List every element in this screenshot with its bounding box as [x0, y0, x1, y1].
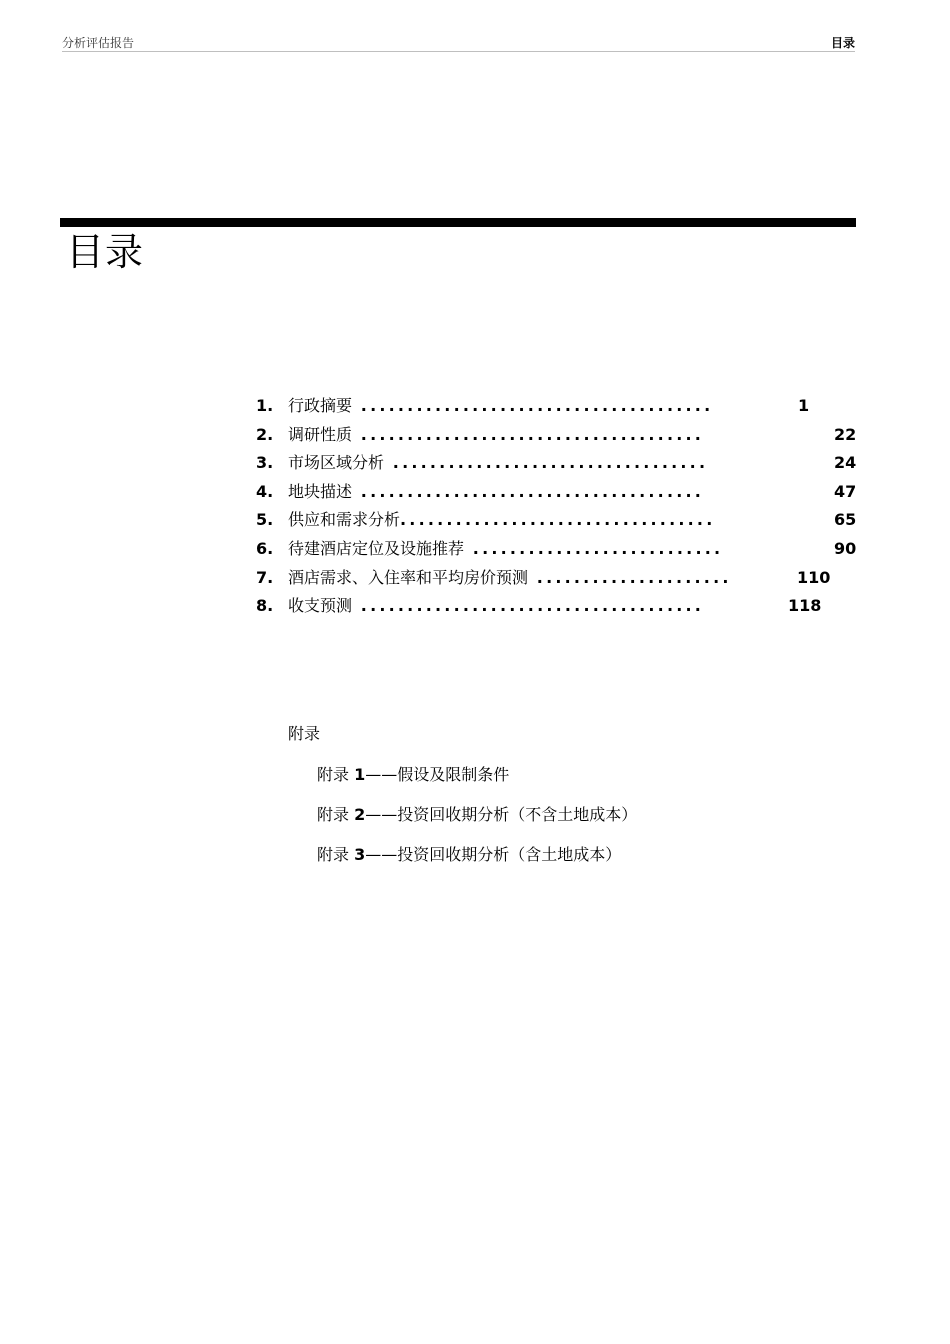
toc-label: [288, 536, 723, 562]
toc-leader: .....................: [528, 567, 732, 587]
toc-title: 收支预测: [288, 596, 353, 616]
toc-page-number: 118: [788, 596, 822, 616]
toc-leader: ..................................: [400, 510, 716, 530]
table-of-contents: [256, 393, 856, 622]
toc-entry-3[interactable]: [256, 450, 856, 479]
appendix-dash: ——: [365, 845, 398, 864]
toc-number: 8.: [256, 596, 274, 616]
page-title: 目录: [66, 230, 145, 274]
toc-title: 市场区域分析: [288, 453, 385, 473]
toc-title: 调研性质: [288, 424, 353, 444]
appendix-number: 3: [354, 845, 366, 864]
toc-number: 4.: [256, 481, 274, 501]
toc-leader: .....................................: [352, 596, 705, 616]
toc-entry-8[interactable]: [256, 593, 856, 622]
toc-number: 2.: [256, 424, 274, 444]
toc-leader: ..................................: [384, 453, 709, 473]
toc-title: 待建酒店定位及设施推荐: [288, 538, 465, 558]
toc-label: [288, 565, 732, 591]
appendix-title: 投资回收期分析（含土地成本）: [397, 845, 622, 864]
toc-label: [288, 479, 704, 505]
appendix-number: 1: [354, 765, 366, 784]
title-rule: [60, 218, 856, 227]
appendix-dash: ——: [365, 765, 398, 784]
toc-entry-2[interactable]: [256, 422, 856, 451]
appendix-item-2[interactable]: [317, 803, 637, 843]
toc-leader: .....................................: [352, 481, 705, 501]
toc-page-number: 24: [834, 453, 857, 473]
toc-label: [288, 393, 713, 419]
toc-label: [288, 593, 704, 619]
toc-title: 地块描述: [288, 481, 353, 501]
toc-entry-7[interactable]: [256, 565, 856, 594]
appendix-dash: ——: [365, 805, 398, 824]
appendix-item-1[interactable]: [317, 763, 637, 803]
page-header: [62, 33, 855, 52]
toc-title: 供应和需求分析: [288, 510, 401, 530]
toc-page-number: 47: [834, 481, 857, 501]
toc-leader: ...........................: [464, 538, 724, 558]
toc-label: [288, 507, 715, 533]
toc-page-number: 1: [798, 396, 810, 415]
appendix-title: 投资回收期分析（不含土地成本）: [397, 805, 638, 824]
toc-leader: ......................................: [352, 396, 714, 415]
toc-entry-4[interactable]: [256, 479, 856, 508]
appendix-heading: 附录: [288, 724, 321, 743]
toc-entry-6[interactable]: [256, 536, 856, 565]
toc-number: 7.: [256, 567, 274, 587]
toc-leader: .....................................: [352, 424, 705, 444]
toc-entry-5[interactable]: [256, 507, 856, 536]
appendix-prefix: 附录: [317, 805, 355, 824]
header-section-name: 目录: [830, 36, 855, 50]
appendix-list: [317, 763, 637, 883]
toc-title: 行政摘要: [288, 396, 353, 415]
toc-page-number: 22: [834, 424, 857, 444]
toc-title: 酒店需求、入住率和平均房价预测: [288, 567, 529, 587]
header-report-name: 分析评估报告: [62, 36, 135, 50]
toc-number: 5.: [256, 510, 274, 530]
appendix-number: 2: [354, 805, 366, 824]
toc-label: [288, 422, 704, 448]
toc-page-number: 65: [834, 510, 857, 530]
toc-number: 6.: [256, 538, 274, 558]
appendix-item-3[interactable]: [317, 843, 637, 883]
appendix-title: 假设及限制条件: [397, 765, 510, 784]
toc-page-number: 110: [797, 567, 831, 587]
toc-page-number: 90: [834, 538, 857, 558]
toc-number: 3.: [256, 453, 274, 473]
toc-entry-1[interactable]: [256, 393, 856, 422]
appendix-prefix: 附录: [317, 845, 355, 864]
toc-label: [288, 450, 708, 476]
appendix-prefix: 附录: [317, 765, 355, 784]
toc-number: 1.: [256, 396, 274, 415]
